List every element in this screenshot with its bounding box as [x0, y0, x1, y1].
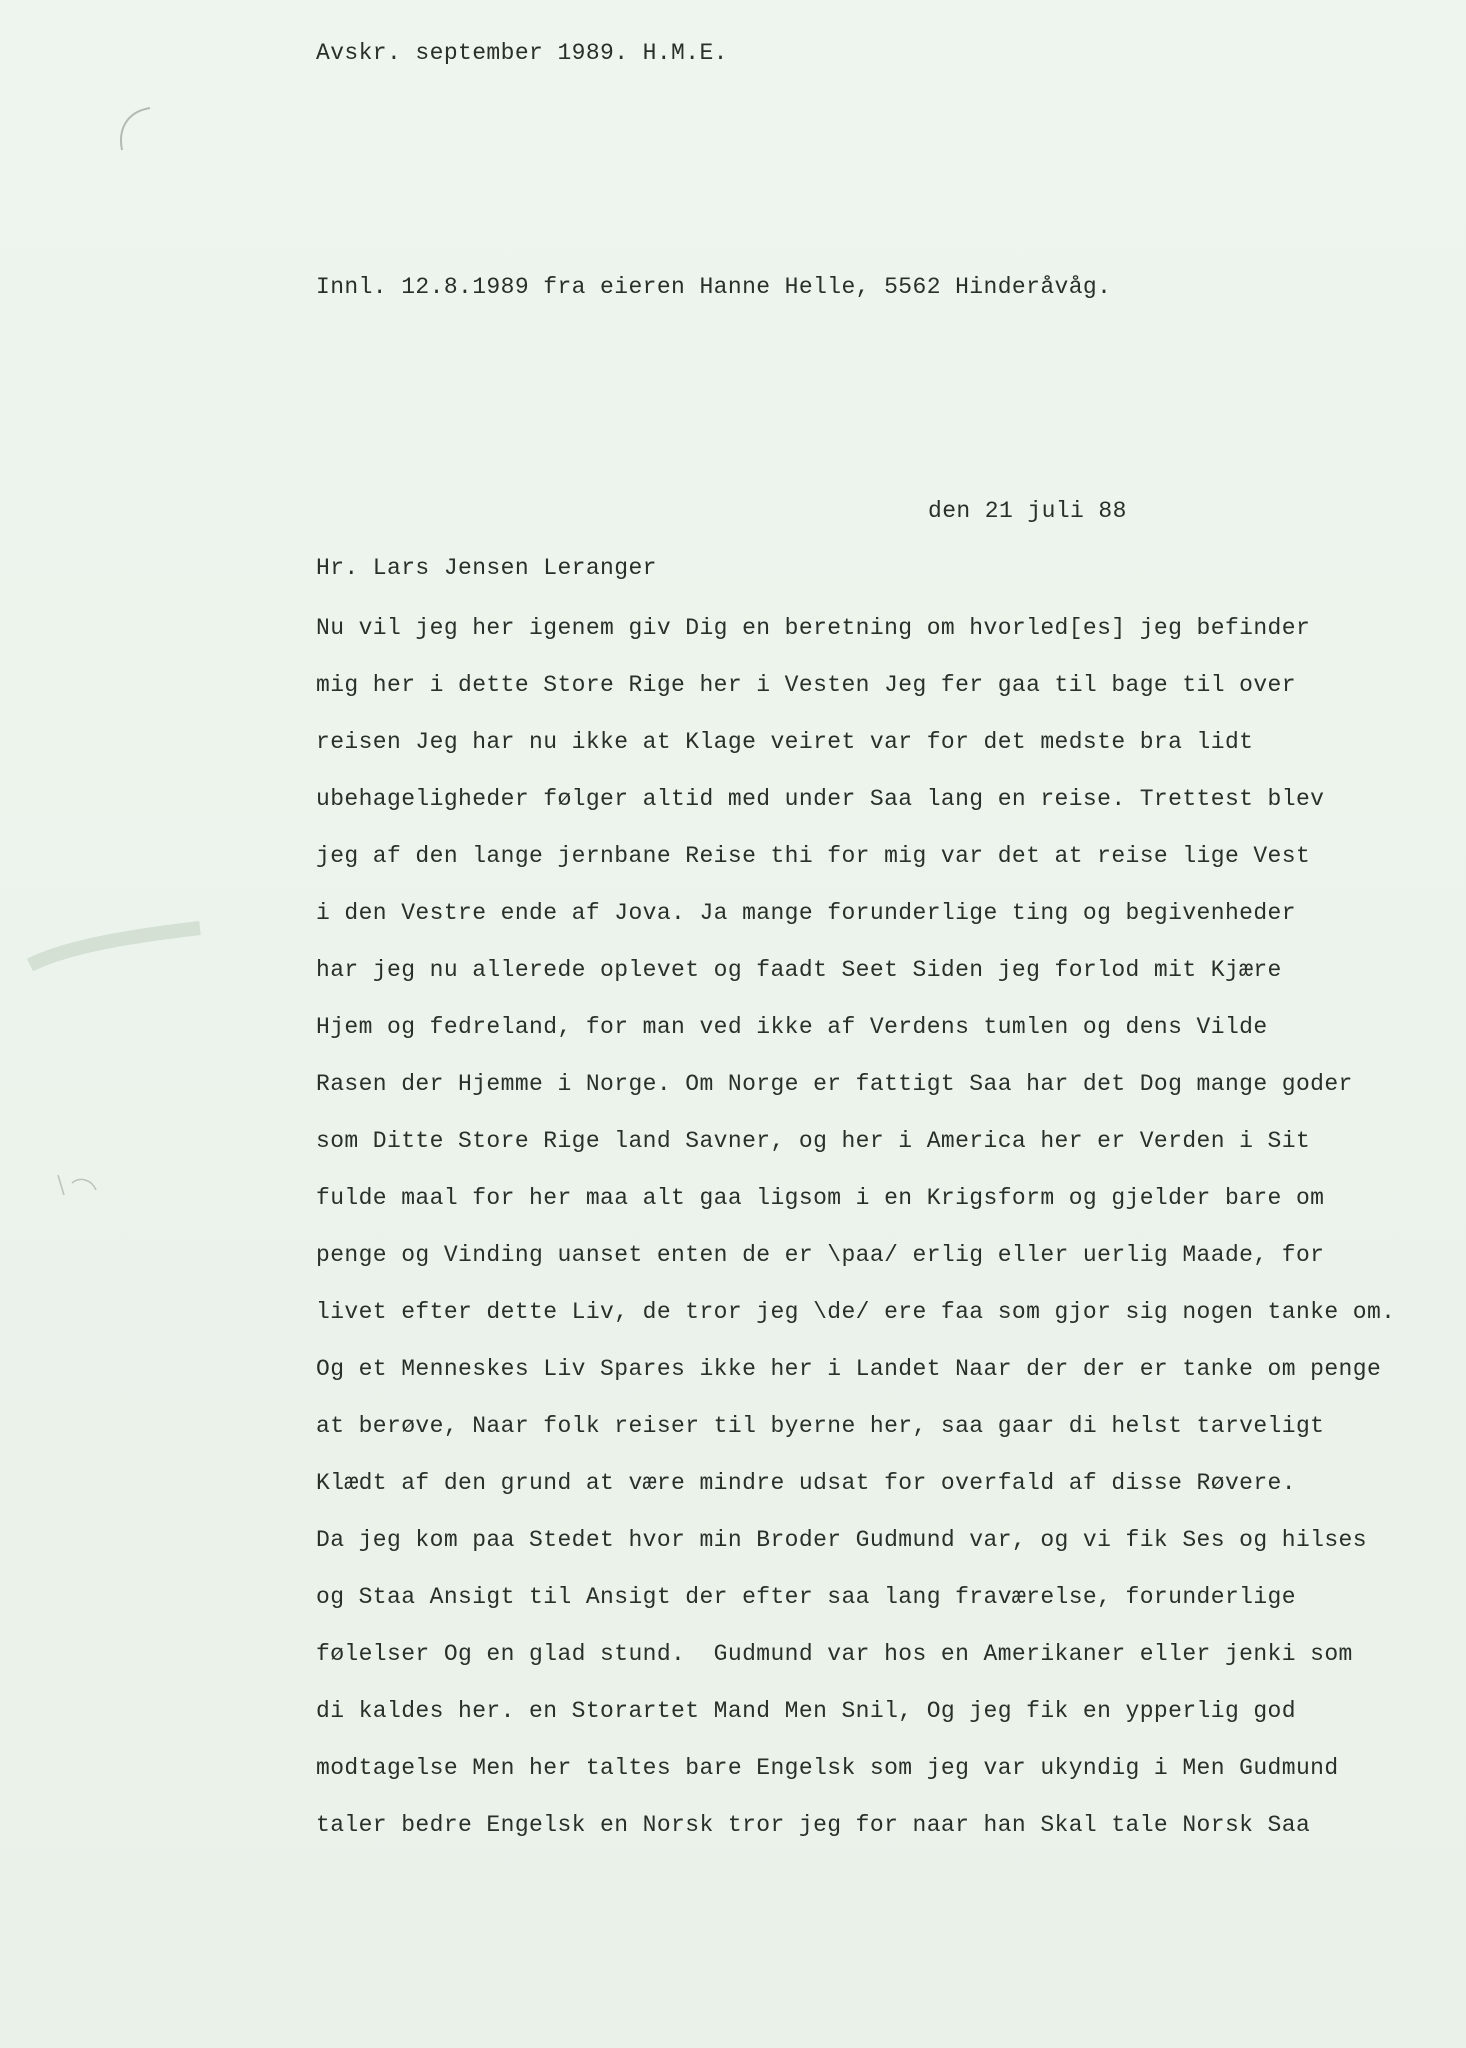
- body-line: som Ditte Store Rige land Savner, og her i America her er Verden i Sit: [316, 1128, 1311, 1154]
- letter-addressee: Hr. Lars Jensen Leranger: [316, 555, 657, 581]
- body-line: reisen Jeg har nu ikke at Klage veiret var for det medste bra lidt: [316, 729, 1254, 755]
- body-line: Klædt af den grund at være mindre udsat for overfald af disse Røvere.: [316, 1470, 1296, 1496]
- body-line: Og et Menneskes Liv Spares ikke her i Landet Naar der der er tanke om penge: [316, 1356, 1382, 1382]
- body-line: taler bedre Engelsk en Norsk tror jeg for naar han Skal tale Norsk Saa: [316, 1812, 1311, 1838]
- receipt-note: Innl. 12.8.1989 fra eieren Hanne Helle, 5562 Hinderåvåg.: [316, 274, 1112, 300]
- body-line: livet efter dette Liv, de tror jeg \de/ ere faa som gjor sig nogen tanke om.: [316, 1299, 1396, 1325]
- letter-date: den 21 juli 88: [928, 498, 1127, 524]
- body-line: penge og Vinding uanset enten de er \paa/ erlig eller uerlig Maade, for: [316, 1242, 1325, 1268]
- body-line: jeg af den lange jernbane Reise thi for mig var det at reise lige Vest: [316, 843, 1311, 869]
- transcription-note: Avskr. september 1989. H.M.E.: [316, 40, 728, 66]
- body-line: at berøve, Naar folk reiser til byerne her, saa gaar di helst tarveligt: [316, 1413, 1325, 1439]
- body-line: og Staa Ansigt til Ansigt der efter saa lang fraværelse, forunderlige: [316, 1584, 1296, 1610]
- body-line: Nu vil jeg her igenem giv Dig en beretning om hvorled[es] jeg befinder: [316, 615, 1311, 641]
- body-line: i den Vestre ende af Jova. Ja mange forunderlige ting og begivenheder: [316, 900, 1296, 926]
- letter-body: [316, 612, 1446, 1866]
- pencil-mark-top-left: [121, 108, 150, 150]
- body-line: har jeg nu allerede oplevet og faadt Seet Siden jeg forlod mit Kjære: [316, 957, 1282, 983]
- pencil-mark-left-margin: [58, 1175, 96, 1195]
- body-line: di kaldes her. en Storartet Mand Men Snil, Og jeg fik en ypperlig god: [316, 1698, 1296, 1724]
- body-line: fulde maal for her maa alt gaa ligsom i en Krigsform og gjelder bare om: [316, 1185, 1325, 1211]
- body-line: mig her i dette Store Rige her i Vesten Jeg fer gaa til bage til over: [316, 672, 1296, 698]
- body-line: følelser Og en glad stund. Gudmund var hos en Amerikaner eller jenki som: [316, 1641, 1353, 1667]
- body-line: Da jeg kom paa Stedet hvor min Broder Gudmund var, og vi fik Ses og hilses: [316, 1527, 1367, 1553]
- body-line: Rasen der Hjemme i Norge. Om Norge er fattigt Saa har det Dog mange goder: [316, 1071, 1353, 1097]
- body-line: ubehageligheder følger altid med under Saa lang en reise. Trettest blev: [316, 786, 1325, 812]
- smudge-left-margin: [30, 928, 200, 965]
- body-line: modtagelse Men her taltes bare Engelsk som jeg var ukyndig i Men Gudmund: [316, 1755, 1339, 1781]
- body-line: Hjem og fedreland, for man ved ikke af Verdens tumlen og dens Vilde: [316, 1014, 1268, 1040]
